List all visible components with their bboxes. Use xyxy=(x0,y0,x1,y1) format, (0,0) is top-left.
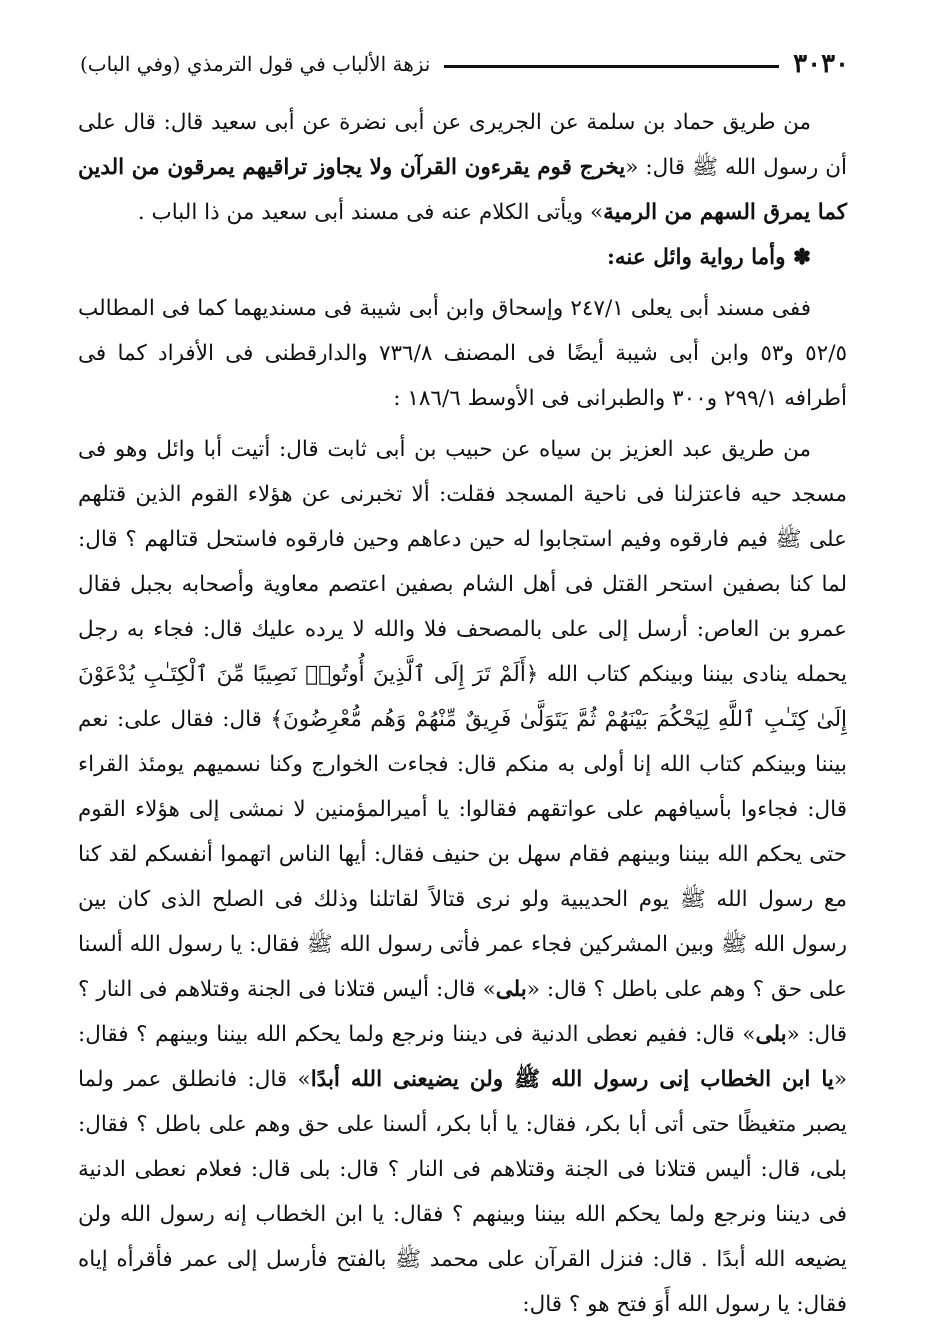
header-rule xyxy=(444,65,779,68)
hadith-quote: يا ابن الخطاب إنى رسول الله ﷺ ولن يضيعنى الله أبدًا xyxy=(310,1067,834,1092)
paragraph-2: ففى مسند أبى يعلى ٢٤٧/١ وإسحاق وابن أبى شيبة فى مسنديهما كما فى المطالب ٥٢/٥ و٥٣ وابن أبى شيبة أيضًا فى المصنف ٧٣٦/٨ والدارقطنى فى الأفراد كما فى أطرافه ٢٩٩/١ و٣٠٠ والطبرانى فى الأوسط ١٨٦/٦ : xyxy=(78,296,848,411)
text-span: » قال: ففيم نعطى الدنية فى ديننا ونرجع ولما يحكم الله بيننا وبينهم ؟ فقال: « xyxy=(78,1022,848,1092)
page-number: ٣٠٣٠ xyxy=(793,49,849,79)
paragraph-1 xyxy=(78,100,847,235)
text-span: من طريق حماد بن سلمة عن الجريرى عن أبى نضرة عن أبى سعيد قال: قال على أن رسول الله ﷺ قال: « xyxy=(78,110,847,180)
running-title: نزهة الألباب في قول الترمذي (وفي الباب) xyxy=(80,52,431,76)
hadith-quote: بلى xyxy=(495,977,527,1002)
hadith-quote: يخرج قوم يقرءون القرآن ولا يجاوز تراقيهم يمرقون من الدين كما يمرق السهم من الرمية xyxy=(78,155,847,225)
text-span: » قال: فانطلق عمر ولما يصبر متغيظًا حتى أتى أبا بكر، فقال: يا أبا بكر، ألسنا على حق وهم على باطل ؟ فقال: بلى، قال: أليس قتلانا فى الجنة وقتلاهم فى النار ؟ قال: بلى قال: فعلام نعطى الدنية فى ديننا ونرجع ولما يحكم الله بيننا وبينهم ؟ فقال: يا ابن الخطاب إنه رسول الله ولن يضيعه الله أبدًا . قال: فنزل القرآن على محمد ﷺ بالفتح فأرسل إلى عمر فأقرأه إياه فقال: يا رسول الله أَوَ فتح هو ؟ قال: xyxy=(78,1067,847,1317)
text-span: من طريق عبد العزيز بن سياه عن حبيب بن أبى ثابت قال: أتيت أبا وائل وهو فى مسجد حيه فاعتزلنا فى ناحية المسجد فقلت: ألا تخبرنى عن هؤلاء القوم الذين قتلهم على ﷺ فيم فارقوه وفيم استجابوا له حين دعاهم وحين فارقوه فاستحل قتالهم ؟ قال: لما كنا بصفين استحر القتل فى أهل الشام بصفين اعتصم معاوية وأصحابه بجبل فقال عمرو بن العاص: أرسل إلى على بالمصحف فلا والله لا يرده عليك قال: فجاء به رجل يحمله ينادى بيننا وبينكم كتاب الله xyxy=(78,437,847,687)
hadith-quote: بلى xyxy=(755,1022,787,1047)
page-body xyxy=(78,100,847,1327)
quran-verse: ﴿أَلَمْ تَرَ إِلَى ٱلَّذِينَ أُوتُوا۟ نَصِيبًا مِّنَ ٱلْكِتَـٰبِ يُدْعَوْنَ إِلَىٰ كِتَـٰبِ ٱللَّهِ لِيَحْكُمَ بَيْنَهُمْ ثُمَّ يَتَوَلَّىٰ فَرِيقٌ مِّنْهُمْ وَهُم مُّعْرِضُونَ﴾ xyxy=(78,662,847,732)
paragraph-3 xyxy=(78,427,847,1327)
text-span: » ويأتى الكلام عنه فى مسند أبى سعيد من ذا الباب . xyxy=(137,200,604,225)
text-span: قال: فقال على: نعم بيننا وبينكم كتاب الله إنا أولى به منكم قال: فجاءت الخوارج وكنا نسميهم يومئذ القراء قال: فجاءوا بأسيافهم على عواتقهم فقالوا: يا أميرالمؤمنين لا نمشى إلى هؤلاء القوم حتى يحكم الله بيننا وبينهم فقام سهل بن حنيف فقال: أيها الناس اتهموا أنفسكم لقد كنا مع رسول الله ﷺ يوم الحديبية ولو نرى قتالاً لقاتلنا وذلك فى الصلح الذى كان بين رسول الله ﷺ وبين المشركين فجاء عمر فأتى رسول الله ﷺ فقال: يا رسول الله ألسنا على حق ؟ وهم على باطل ؟ قال: « xyxy=(78,707,847,1002)
page-header xyxy=(80,44,849,84)
text-span: » قال: أليس قتلانا فى الجنة وقتلاهم فى النار ؟ قال: « xyxy=(78,977,848,1047)
section-heading: ✽ وأما رواية وائل عنه: xyxy=(606,245,811,270)
